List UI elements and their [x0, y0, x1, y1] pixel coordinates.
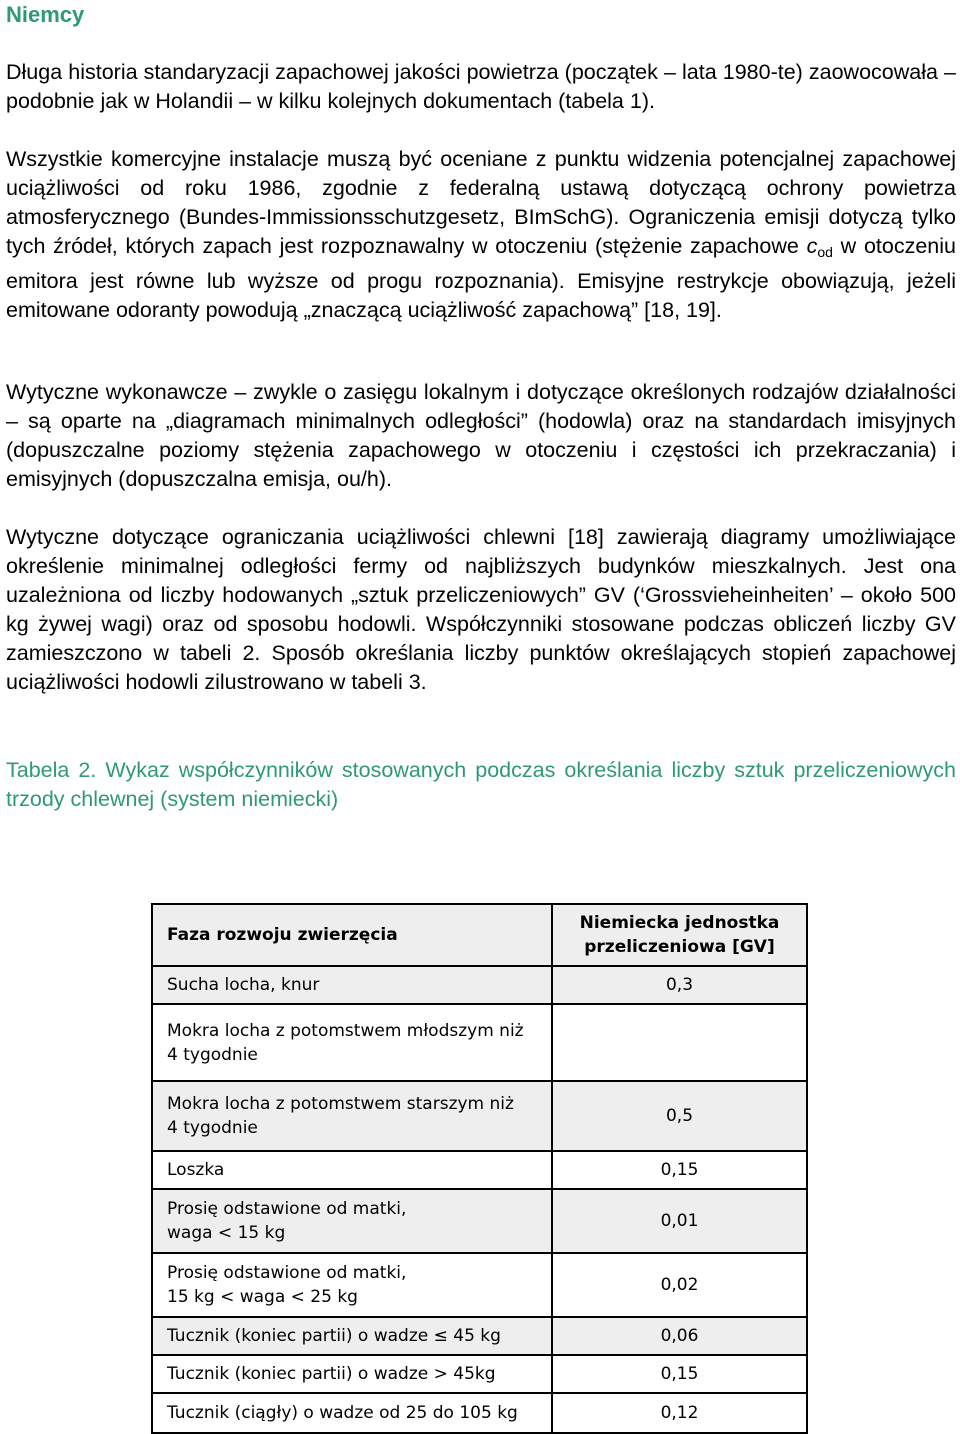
header-gv-line-2: przeliczeniowa [GV] [584, 937, 775, 957]
gv-value-cell: 0,15 [552, 1151, 807, 1189]
phase-cell [152, 966, 552, 1004]
gv-coefficients-table [151, 903, 808, 1434]
concentration-symbol: c [806, 234, 818, 258]
paragraph-1: Długa historia standaryzacji zapachowej jakości powietrza (początek – lata 1980-te) zaowocowała – podobnie jak w Holandii – w kilku kolejnych dokumentach (tabela 1). [6, 60, 956, 113]
phase-cell [152, 1393, 552, 1433]
phase-cell [152, 1189, 552, 1253]
phase-line-2: 15 kg < waga < 25 kg [167, 1287, 358, 1307]
table-row [152, 966, 807, 1004]
phase-cell [152, 1253, 552, 1317]
table-row [152, 1253, 807, 1317]
phase-cell [152, 1004, 552, 1081]
phase-line-2: 4 tygodnie [167, 1118, 258, 1138]
gv-value-cell: 0,01 [552, 1189, 807, 1253]
phase-cell [152, 1317, 552, 1355]
phase-line-2: waga < 15 kg [167, 1223, 286, 1243]
gv-value-cell: 0,3 [552, 966, 807, 1004]
paragraph-3: Wytyczne wykonawcze – zwykle o zasięgu lokalnym i dotyczące określonych rodzajów działalności – są oparte na „diagramach minimalnych odległości” (hodowla) oraz na standardach imisyjnych (dopuszczalne poziomy stężenia zapachowego w otoczeniu i częstości ich przekraczania) i emisyjnych (dopuszczalna emisja, ou/h). [6, 380, 956, 491]
table-caption: Tabela 2. Wykaz współczynników stosowanych podczas określania liczby sztuk przeliczeniowych trzody chlewnej (system niemiecki) [6, 758, 956, 811]
table-header-row [152, 904, 807, 966]
gv-value-cell: 0,02 [552, 1253, 807, 1317]
table-row [152, 1317, 807, 1355]
phase-line-2: 4 tygodnie [167, 1044, 258, 1065]
table-row [152, 1355, 807, 1393]
phase-cell [152, 1355, 552, 1393]
table-row [152, 1189, 807, 1253]
phase-line-1: Tucznik (ciągły) o wadze od 25 do 105 kg [167, 1403, 518, 1423]
phase-line-1: Mokra locha z potomstwem młodszym niż [167, 1020, 524, 1041]
gv-value-cell [552, 1004, 807, 1081]
phase-line-1: Tucznik (koniec partii) o wadze > 45kg [167, 1364, 496, 1384]
header-phase: Faza rozwoju zwierzęcia [152, 904, 552, 966]
paragraph-4: Wytyczne dotyczące ograniczania uciążliwości chlewni [18] zawierają diagramy umożliwiające określenie minimalnej odległości fermy od najbliższych budynków mieszkalnych. Jest ona uzależniona od liczby hodowanych „sztuk przeliczeniowych” GV (‘Grossvieheinheiten’ – około 500 kg żywej wagi) oraz od sposobu hodowli. Współczynniki stosowane podczas obliczeń liczby GV zamieszczono w tabeli 2. Sposób określania liczby punktów określających stopień zapachowej uciążliwości hodowli zilustrowano w tabeli 3. [6, 525, 956, 694]
phase-line-1: Prosię odstawione od matki, [167, 1263, 407, 1283]
table-row [152, 1393, 807, 1433]
phase-line-1: Prosię odstawione od matki, [167, 1199, 407, 1219]
gv-value-cell: 0,5 [552, 1081, 807, 1151]
phase-line-1: Tucznik (koniec partii) o wadze ≤ 45 kg [167, 1326, 501, 1346]
gv-value-cell: 0,06 [552, 1317, 807, 1355]
phase-line-1: Mokra locha z potomstwem starszym niż [167, 1094, 514, 1114]
phase-cell [152, 1081, 552, 1151]
paragraph-2-part-b: w otoczeniu emitora jest równe lub wyższe od progu rozpoznania). Emisyjne restrykcje obowiązują, jeżeli emitowane odoranty powodują „znaczącą uciążliwość zapachową” [18, 19]. [6, 234, 956, 322]
header-gv-line-1: Niemiecka jednostka [579, 913, 780, 933]
table-row [152, 1004, 807, 1081]
section-heading: Niemcy [6, 2, 85, 27]
phase-line-1: Sucha locha, knur [167, 975, 320, 995]
gv-value-cell: 0,12 [552, 1393, 807, 1433]
paragraph-2 [6, 145, 956, 325]
phase-cell [152, 1151, 552, 1189]
header-gv [552, 904, 807, 966]
table-row [152, 1081, 807, 1151]
gv-value-cell: 0,15 [552, 1355, 807, 1393]
table-row [152, 1151, 807, 1189]
concentration-subscript: od [817, 244, 833, 260]
paragraph-2-part-a: Wszystkie komercyjne instalacje muszą być oceniane z punktu widzenia potencjalnej zapachowej uciążliwości od roku 1986, zgodnie z federalną ustawą dotyczącą ochrony powietrza atmosferycznego (Bundes-Immissionsschutzgesetz, BImSchG). Ograniczenia emisji dotyczą tylko tych źródeł, których zapach jest rozpoznawalny w otoczeniu (stężenie zapachowe [6, 147, 956, 258]
phase-line-1: Loszka [167, 1160, 225, 1180]
